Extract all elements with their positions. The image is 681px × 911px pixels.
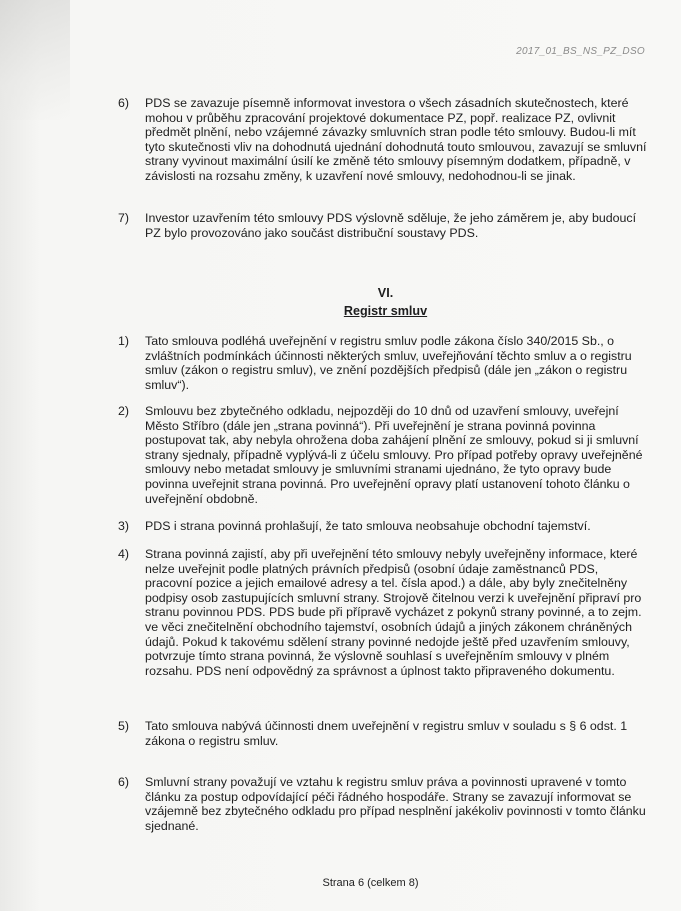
item-number: 1): [118, 334, 130, 348]
list-item: [118, 519, 648, 534]
list-item: [118, 211, 648, 240]
list-item: [118, 96, 648, 184]
list-item: [118, 719, 648, 748]
list-item: [118, 547, 648, 678]
item-text: PDS i strana povinná prohlašují, že tato smlouva neobsahuje obchodní tajemství.: [145, 519, 591, 533]
document-code: 2017_01_BS_NS_PZ_DSO: [516, 46, 645, 57]
item-number: 6): [118, 775, 130, 789]
item-text: Strana povinná zajistí, aby při uveřejnění této smlouvy nebyly uveřejněny informace, které nelze uveřejnit podle platných právních předpisů (osobní údaje zaměstnanců PDS, pracovní pozice a jejich emailové adresy a tel. čísla apod.) a dále, aby byly znečitelněny podpisy osob zastupujících smluvní strany. Strojově čitelnou verzi k uveřejnění připraví pro stranu povinnou PDS. PDS bude při přípravě vycházet z pokynů strany povinné, a to zejm. ve věci znečitelnění obchodního tajemství, osobních údajů a jiných zákonem chráněných údajů. Pokud k takovému sdělení strany povinné nedojde ještě před uzavřením smlouvy, potvrzuje tímto strana povinná, že výslovně souhlasí s uveřejněním smlouvy v plném rozsahu. PDS není odpovědný za správnost a úplnost takto připraveného dokumentu.: [145, 547, 642, 678]
list-item: [118, 404, 648, 506]
item-text: Smluvní strany považují ve vztahu k registru smluv práva a povinnosti upravené v tomto článku za postup odpovídající péči řádného hospodáře. Strany se zavazují informovat se vzájemně bez zbytečného odkladu pro případ nesplnění jakékoliv povinnosti v tomto článku sjednané.: [145, 775, 646, 833]
item-text: Smlouvu bez zbytečného odkladu, nejpozději do 10 dnů od uzavření smlouvy, uveřejní Město Stříbro (dále jen „strana povinná“). Při uveřejnění je strana povinná povinna postupovat tak, aby nebyla ohrožena doba zahájení plnění ze smlouvy, pokud si ji smluvní strany sjednaly, případně vyplývá-li z účelu smlouvy. Pro případ potřeby opravy uveřejněné smlouvy nebo metadat smlouvy je smluvními stranami ujednáno, že tyto opravy bude povinna uveřejnit strana povinná. Pro uveřejnění opravy platí ustanovení tohoto článku o uveřejnění obdobně.: [145, 404, 643, 506]
item-text: Tato smlouva nabývá účinnosti dnem uveřejnění v registru smluv v souladu s § 6 odst. 1 zákona o registru smluv.: [145, 719, 628, 748]
item-number: 7): [118, 211, 130, 225]
page-number-footer: Strana 6 (celkem 8): [322, 877, 419, 889]
item-text: Tato smlouva podléhá uveřejnění v registru smluv podle zákona číslo 340/2015 Sb., o zvláštních podmínkách účinnosti některých smluv, uveřejňování těchto smluv a o registru smluv (zákon o registru smluv), ve znění pozdějších předpisů (dále jen „zákon o registru smluv“).: [145, 334, 632, 392]
item-number: 5): [118, 719, 130, 733]
list-item: [118, 775, 648, 833]
list-item: [118, 334, 648, 392]
section-number: VI.: [377, 286, 394, 300]
item-number: 3): [118, 519, 130, 533]
item-text: PDS se zavazuje písemně informovat investora o všech zásadních skutečnostech, které mohou v průběhu zpracování projektové dokumentace PZ, popř. realizace PZ, ovlivnit předmět plnění, nebo vzájemné závazky smluvních stran podle této smlouvy. Budou-li mít tyto skutečnosti vliv na dohodnutá ujednání dohodnutá touto smlouvou, zavazují se smluvní strany vyvinout maximální úsilí ke změně této smlouvy písemným dodatkem, případně, v závislosti na rozsahu změny, k uzavření nové smlouvy, nedohodnou-li se jinak.: [145, 96, 647, 183]
page-fold-shadow: [0, 0, 70, 120]
item-number: 4): [118, 547, 130, 561]
item-number: 6): [118, 96, 130, 110]
item-text: Investor uzavřením této smlouvy PDS výslovně sděluje, že jeho záměrem je, aby budoucí PZ bylo provozováno jako součást distribuční soustavy PDS.: [145, 211, 637, 240]
item-number: 2): [118, 404, 130, 418]
section-title: Registr smluv: [343, 304, 428, 318]
